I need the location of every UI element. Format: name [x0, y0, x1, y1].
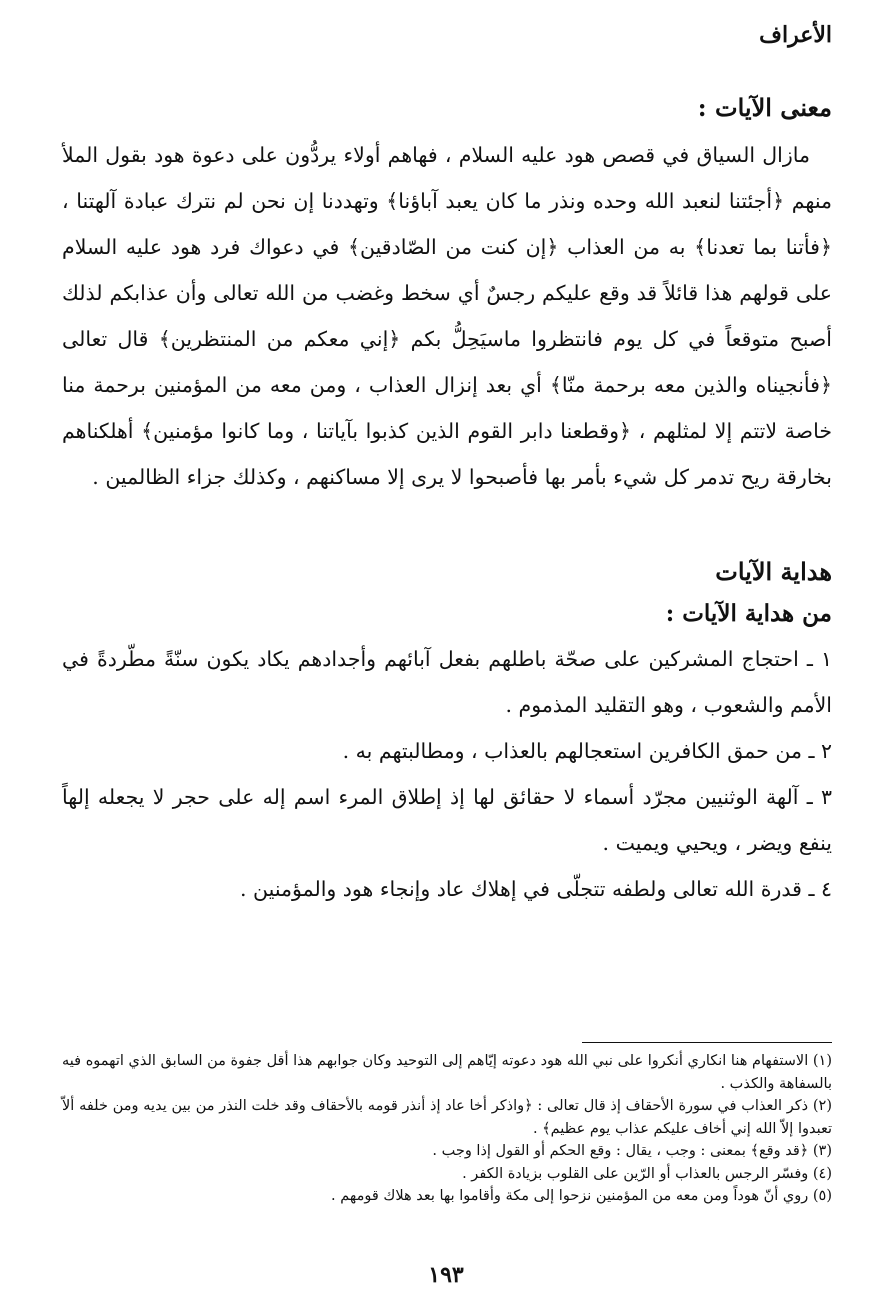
footnote-2: (٢) ذكر العذاب في سورة الأحقاف إذ قال تعالى : ﴿واذكر أخا عاد إذ أنذر قومه بالأحقاف وقد خلت النذر من بين يديه ومن خلفه ألاّ تعبدوا إلاّ الله إني أخاف عليكم عذاب يوم عظيم﴾ .	[62, 1098, 832, 1137]
guidance-subheading: من هداية الآيات :	[665, 600, 832, 627]
guidance-item-2: ٢ ـ من حمق الكافرين استعجالهم بالعذاب ، ومطالبتهم به .	[342, 739, 832, 763]
guidance-item-1: ١ ـ احتجاج المشركين على صحّة باطلهم بفعل آبائهم وأجدادهم يكاد يكون سنّةً مطّردةً في الأمم والشعوب ، وهو التقليد المذموم .	[62, 647, 832, 717]
guidance-item-3: ٣ ـ آلهة الوثنيين مجرّد أسماء لا حقائق لها إذ إطلاق المرء اسم إله على حجر لا يجعله إلهاً ينفع ويضر ، ويحيي ويميت .	[62, 785, 832, 855]
guidance-heading: هداية الآيات	[715, 557, 832, 586]
running-head: الأعراف	[759, 22, 832, 48]
page-number: ١٩٣	[428, 1262, 464, 1288]
meaning-heading: معنى الآيات :	[697, 93, 832, 122]
footnote-1: (١) الاستفهام هنا انكاري أنكروا على نبي الله هود دعوته إيّاهم إلى التوحيد وكان جوابهم هذا أقل جفوة من السابق الذي اتهموه فيه بالسفاهة والكذب .	[62, 1053, 832, 1092]
meaning-paragraph-text: مازال السياق في قصص هود عليه السلام ، فهاهم أولاء يردُّون على دعوة هود بقول الملأ منهم ﴿أجئتنا لنعبد الله وحده ونذر ما كان يعبد آباؤنا﴾ وتهددنا إن نحن لم نترك عبادة آلهتنا ، ﴿فأتنا بما تعدنا﴾ به من العذاب ﴿إن كنت من الصّادقين﴾ في دعواك فرد هود عليه السلام على قولهم هذا قائلاً قد وقع عليكم رجسٌ أي سخط وغضب من الله تعالى وأن عذابكم لذلك أصبح متوقعاً في كل يوم فانتظروا ماسيَحِلُّ بكم ﴿إني معكم من المنتظرين﴾ قال تعالى ﴿فأنجيناه والذين معه برحمة منّا﴾ أي بعد إنزال العذاب ، ومن معه من المؤمنين برحمة منا خاصة لاتتم إلا لمثلهم ، ﴿وقطعنا دابر القوم الذين كذبوا بآياتنا ، وما كانوا مؤمنين﴾ أهلكناهم بخارقة ريح تدمر كل شيء بأمر بها فأصبحوا لا يرى إلا مساكنهم ، وكذلك جزاء الظالمين .	[62, 143, 832, 489]
footnote-5: (٥) روي أنّ هوداً ومن معه من المؤمنين نزحوا إلى مكة وأقاموا بها بعد هلاك قومهم .	[331, 1188, 832, 1204]
footnote-3: (٣) ﴿قد وقع﴾ بمعنى : وجب ، يقال : وقع الحكم أو القول إذا وجب .	[432, 1143, 832, 1159]
footnote-4: (٤) وفسّر الرجس بالعذاب أو الرّين على القلوب بزيادة الكفر .	[462, 1165, 832, 1182]
footnotes	[62, 1050, 832, 1208]
meaning-section	[62, 88, 832, 500]
footnote-separator	[582, 1042, 832, 1043]
guidance-item-4: ٤ ـ قدرة الله تعالى ولطفه تتجلّى في إهلاك عاد وإنجاء هود والمؤمنين .	[240, 877, 832, 901]
meaning-paragraph	[62, 132, 832, 500]
guidance-section	[62, 552, 832, 912]
